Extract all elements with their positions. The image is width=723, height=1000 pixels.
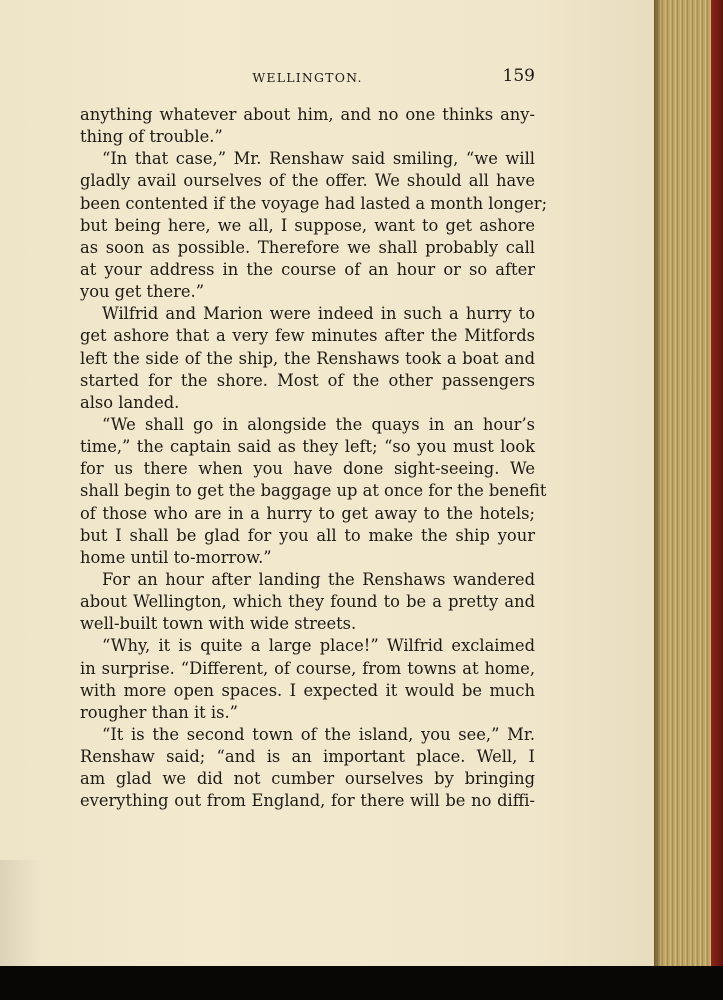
text-line: Renshaw said; “and is an important place. Well, I bbox=[80, 747, 535, 767]
text-line: about Wellington, which they found to be a pretty and bbox=[80, 592, 535, 612]
text-line: but being here, we all, I suppose, want to get ashore bbox=[80, 215, 535, 235]
text-line: rougher than it is.” bbox=[80, 702, 238, 722]
text-line: home until to-morrow.” bbox=[80, 547, 272, 567]
text-line: started for the shore. Most of the other passengers bbox=[80, 370, 535, 390]
page-shadow bbox=[0, 860, 40, 966]
text-line: thing of trouble.” bbox=[80, 127, 223, 147]
body-text bbox=[80, 104, 548, 813]
text-line: For an hour after landing the Renshaws wandered bbox=[102, 569, 535, 589]
text-line: “We shall go in alongside the quays in an hour’s bbox=[102, 414, 535, 434]
running-title: WELLINGTON. bbox=[252, 70, 363, 85]
text-line: “Why, it is quite a large place!” Wilfrid exclaimed bbox=[102, 636, 535, 656]
text-line: also landed. bbox=[80, 392, 180, 412]
text-line: in surprise. “Different, of course, from towns at home, bbox=[80, 658, 535, 678]
text-line: everything out from England, for there will be no diffi- bbox=[80, 791, 535, 811]
text-line: shall begin to get the baggage up at once for the benefit bbox=[80, 481, 547, 501]
text-line: well-built town with wide streets. bbox=[80, 614, 357, 634]
book-page-edges bbox=[654, 0, 723, 968]
text-line: “It is the second town of the island, you see,” Mr. bbox=[102, 724, 535, 744]
running-head bbox=[80, 66, 535, 90]
text-line: am glad we did not cumber ourselves by bringing bbox=[80, 769, 535, 789]
page-number: 159 bbox=[502, 66, 535, 86]
text-line: been contented if the voyage had lasted a month longer; bbox=[80, 193, 548, 213]
text-line: “In that case,” Mr. Renshaw said smiling, “we will bbox=[102, 149, 535, 169]
text-line: of those who are in a hurry to get away to the hotels; bbox=[80, 503, 535, 523]
text-line: anything whatever about him, and no one thinks any- bbox=[80, 105, 535, 124]
text-line: time,” the captain said as they left; “so you must look bbox=[80, 437, 535, 457]
text-line: as soon as possible. Therefore we shall probably call bbox=[80, 237, 535, 257]
scan-bottom-border bbox=[0, 966, 723, 1000]
text-line: Wilfrid and Marion were indeed in such a hurry to bbox=[102, 304, 535, 324]
text-line: left the side of the ship, the Renshaws took a boat and bbox=[80, 348, 535, 368]
text-line: with more open spaces. I expected it would be much bbox=[80, 680, 535, 700]
text-line: you get there.” bbox=[80, 282, 205, 302]
text-line: for us there when you have done sight-seeing. We bbox=[80, 459, 535, 479]
text-line: at your address in the course of an hour or so after bbox=[80, 259, 535, 279]
text-line: get ashore that a very few minutes after the Mitfords bbox=[80, 326, 535, 346]
text-line: gladly avail ourselves of the offer. We should all have bbox=[80, 171, 535, 191]
text-line: but I shall be glad for you all to make the ship your bbox=[80, 525, 535, 545]
